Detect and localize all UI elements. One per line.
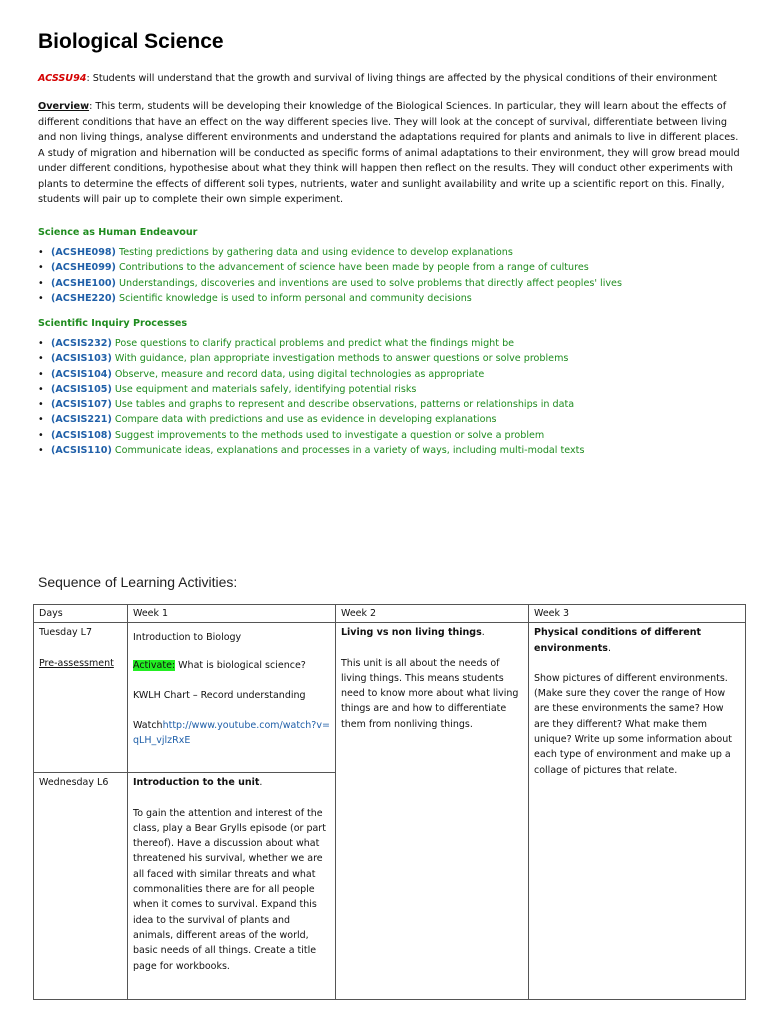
overview-paragraph xyxy=(38,99,744,208)
sis-heading: Scientific Inquiry Processes xyxy=(38,318,188,329)
sequence-heading: Sequence of Learning Activities: xyxy=(38,574,238,590)
intro-biology: Introduction to Biology xyxy=(133,632,242,644)
sis-item: • (ACSIS232) Pose questions to clarify practical problems and predict what the findings might be xyxy=(38,338,515,349)
sis-item: • (ACSIS108) Suggest improvements to the methods used to investigate a question or solve a problem xyxy=(38,429,545,441)
standard-code: ACSSU94 xyxy=(38,73,87,84)
outcome-text: Communicate ideas, explanations and processes in a variety of ways, including multi-modal texts xyxy=(111,445,585,457)
outcome-code: (ACSHE100) xyxy=(51,277,116,289)
outcome-code: (ACSIS221) xyxy=(51,414,112,426)
standard-text: : Students will understand that the growth and survival of living things are affected by the physical conditions of their environment xyxy=(86,73,718,84)
outcome-code: (ACSIS105) xyxy=(51,383,112,395)
week1-tuesday-cell xyxy=(128,623,336,773)
sis-item: • (ACSIS104) Observe, measure and record data, using digital technologies as appropriate xyxy=(38,368,485,380)
outcome-code: (ACSHE098) xyxy=(51,247,116,258)
outcome-text: Pose questions to clarify practical problems and predict what the findings might be xyxy=(111,338,515,349)
overview-label: Overview xyxy=(38,101,90,112)
sis-item: • (ACSIS105) Use equipment and materials safely, identifying potential risks xyxy=(38,383,417,395)
sis-item: • (ACSIS110) Communicate ideas, explanations and processes in a variety of ways, including multi-modal texts xyxy=(38,445,585,457)
kwlh-line: KWLH Chart – Record understanding xyxy=(133,689,306,701)
activate-line xyxy=(133,658,330,673)
outcome-code: (ACSIS110) xyxy=(51,445,112,457)
outcome-text: Testing predictions by gathering data and using evidence to develop explanations xyxy=(115,247,513,258)
watch-label: Watch xyxy=(133,720,163,732)
she-list xyxy=(38,245,758,306)
she-item: • (ACSHE098) Testing predictions by gathering data and using evidence to develop explanations xyxy=(38,247,513,258)
outcome-text: Compare data with predictions and use as evidence in developing explanations xyxy=(111,414,497,426)
week3-text: Show pictures of different environments. (Make sure they cover the range of How are these environments the same? How are they different? What make them unique? Write up some information about each type of environment and make up a collage of pictures that relate. xyxy=(534,672,732,776)
outcome-code: (ACSHE099) xyxy=(51,262,116,274)
header-week-2: Week 2 xyxy=(336,605,529,623)
week2-title: Living vs non living things xyxy=(341,627,482,639)
week2-text: This unit is all about the needs of living things. This means students need to know more about what living things are and how to differentiate them from nonliving things. xyxy=(341,657,519,730)
outcome-text: Use equipment and materials safely, identifying potential risks xyxy=(111,383,417,395)
header-week-3: Week 3 xyxy=(529,605,746,623)
outcome-text: Understandings, discoveries and inventions are used to solve problems that directly affect peoples' lives xyxy=(115,277,622,289)
she-item: • (ACSHE220) Scientific knowledge is used to inform personal and community decisions xyxy=(38,292,472,304)
unit-intro-title: Introduction to the unit xyxy=(133,777,260,789)
overview-text: : This term, students will be developing their knowledge of the Biological Sciences. In particular, they will learn about the effects of different conditions that have an effect on the way different species live. They will look at the concept of survival, differentiate between living and non living things, analyse different environments and understand the adaptations required for plants and animals to live in different places. A study of migration and hibernation will be conducted as specific forms of animal adaptations to their environment, they will grow bread mould under different conditions, hypothesise about what they think will happen then reflect on the results. They will conduct other experiments with plants to determine the effects of different soli types, nutrients, water and sunlight availability and write up a scientific report on this. Finally, students will pair up to complete their own simple experiment. xyxy=(38,101,740,205)
day-label: Wednesday L6 xyxy=(39,777,109,789)
day-cell-wednesday xyxy=(34,773,128,1000)
unit-intro-title-line: Introduction to the unit. xyxy=(133,777,263,789)
outcome-text: With guidance, plan appropriate investigation methods to answer questions or solve problems xyxy=(111,353,569,365)
outcome-text: Observe, measure and record data, using digital technologies as appropriate xyxy=(111,368,485,380)
activate-text: What is biological science? xyxy=(175,659,306,671)
week3-cell xyxy=(529,623,746,1000)
outcome-code: (ACSIS103) xyxy=(51,353,112,365)
outcome-code: (ACSIS104) xyxy=(51,368,112,380)
activate-highlight: Activate: xyxy=(133,659,176,671)
outcome-code: (ACSIS107) xyxy=(51,399,112,411)
table-header-row xyxy=(34,605,746,623)
sis-item: • (ACSIS103) With guidance, plan appropriate investigation methods to answer questions or solve problems xyxy=(38,353,569,365)
week3-title: Physical conditions of different environments xyxy=(534,627,702,654)
outcome-text: Use tables and graphs to represent and describe observations, patterns or relationships in data xyxy=(111,399,575,411)
week3-title-line: Physical conditions of different environments. xyxy=(534,627,702,654)
week2-cell xyxy=(336,623,529,1000)
sis-item: • (ACSIS221) Compare data with predictions and use as evidence in developing explanations xyxy=(38,414,497,426)
outcome-text: Scientific knowledge is used to inform personal and community decisions xyxy=(115,292,472,304)
outcome-text: Suggest improvements to the methods used to investigate a question or solve a problem xyxy=(111,429,545,441)
schedule-table xyxy=(33,604,746,1000)
outcome-code: (ACSIS108) xyxy=(51,429,112,441)
youtube-link[interactable]: http://www.youtube.com/watch?v=qLH_vjlzRxE xyxy=(133,720,330,747)
she-heading: Science as Human Endeavour xyxy=(38,227,198,238)
watch-line xyxy=(133,718,330,749)
header-days: Days xyxy=(34,605,128,623)
header-week-1: Week 1 xyxy=(128,605,336,623)
table-row xyxy=(34,623,746,773)
sis-item: • (ACSIS107) Use tables and graphs to represent and describe observations, patterns or relationships in data xyxy=(38,399,575,411)
day-cell-tuesday xyxy=(34,623,128,773)
week1-wednesday-cell xyxy=(128,773,336,1000)
content-standard xyxy=(38,73,717,84)
unit-intro-text: To gain the attention and interest of the class, play a Bear Grylls episode (or part thereof). Have a discussion about what threatened his survival, whether we are all faced with similar threats and what commonalities there are for all people when it comes to survival. Expand this idea to the survival of plants and animals, different areas of the world, basic needs of all things. Create a title page for workbooks. xyxy=(133,807,326,972)
outcome-text: Contributions to the advancement of science have been made by people from a range of cultures xyxy=(115,262,589,274)
document-title: Biological Science xyxy=(38,30,224,53)
pre-assessment-label: Pre-assessment xyxy=(39,657,114,669)
she-item: • (ACSHE100) Understandings, discoveries and inventions are used to solve problems that directly affect peoples' lives xyxy=(38,277,622,289)
she-item: • (ACSHE099) Contributions to the advancement of science have been made by people from a range of cultures xyxy=(38,262,589,274)
outcome-code: (ACSIS232) xyxy=(51,338,112,349)
outcome-code: (ACSHE220) xyxy=(51,292,116,304)
day-label: Tuesday L7 xyxy=(39,627,93,639)
sis-list xyxy=(38,336,758,458)
week2-title-line: Living vs non living things. xyxy=(341,627,485,639)
